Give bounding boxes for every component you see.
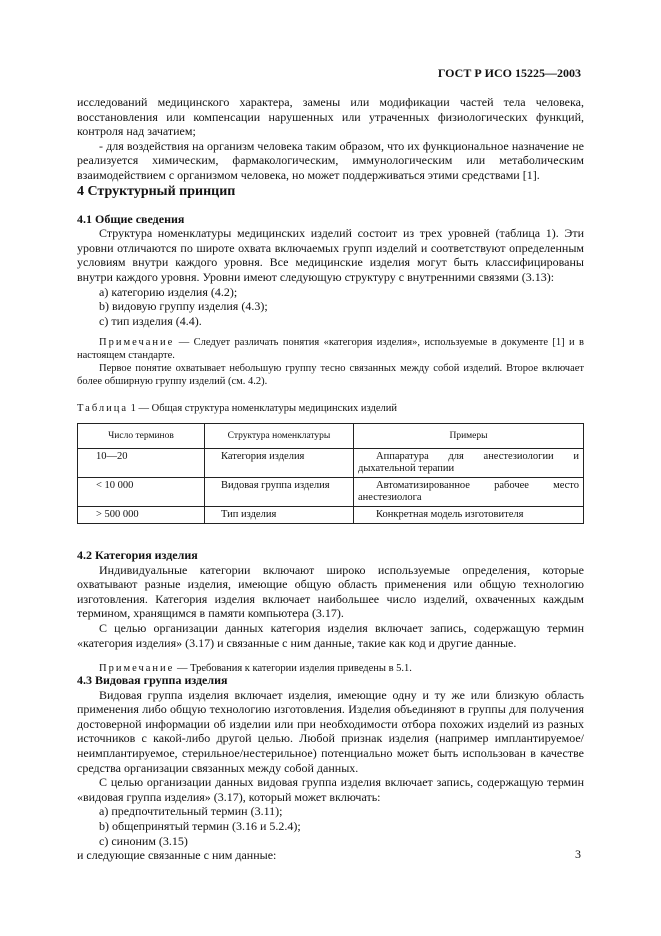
section-4-2-title: 4.2 Категория изделия <box>77 548 198 562</box>
section-4-2-paragraph-2: С целью организации данных категория изделия включает запись, содержащую термин «категория изделия» (3.17) и связанные с ним данные, такие как код и другие данные. <box>77 620 584 650</box>
list-item: c) синоним (3.15) <box>99 833 188 848</box>
intro-block <box>77 95 584 183</box>
column-header: Число терминов <box>78 424 205 449</box>
table-caption-label: Таблица <box>77 403 129 414</box>
section-4-1-title: 4.1 Общие сведения <box>77 211 185 226</box>
table-row <box>78 449 584 478</box>
section-4-2-paragraph-1: Индивидуальные категории включают широко используемые определения, которые охватывают разные изделия, имеющие общую область применения или общую технологию изготовления. Категория изделия включает наибольшее число изделий, охваченных каждым термином, хранящимся в памяти компьютера (3.17). <box>77 562 584 621</box>
column-header: Примеры <box>354 424 584 449</box>
table-cell: Тип изделия <box>205 507 354 524</box>
list-item: c) тип изделия (4.4). <box>99 313 202 328</box>
list-item: а) предпочтительный термин (3.11); <box>99 804 283 819</box>
document-id: ГОСТ Р ИСО 15225—2003 <box>437 66 581 80</box>
table-1-block <box>77 402 584 524</box>
note-label: Примечание <box>99 337 175 349</box>
table-cell: 10—20 <box>78 449 205 478</box>
note-1 <box>77 336 584 362</box>
table-cell: > 500 000 <box>78 507 205 524</box>
table-cell: < 10 000 <box>78 478 205 507</box>
section-4-1-paragraph: Структура номенклатуры медицинских изделий состоит из трех уровней (таблица 1). Эти уровни отличаются по широте охвата включаемых групп изделий и соответствуют определенным условиям внутри каждого уровня. Все медицинские изделия могут быть классифицированы внутри каждого уровня. Уровни имеют следующую структуру с внутренними связями (3.13): <box>77 226 584 284</box>
section-4-title: 4 Структурный принцип <box>77 184 236 199</box>
nomenclature-table <box>77 423 584 524</box>
intro-paragraph-1: исследований медицинского характера, замены или модификации частей тела человека, восстановления или компенсации нарушенных или утраченных физиологических функций, контроля над зачатием; <box>77 95 584 139</box>
list-item: b) общепринятый термин (3.16 и 5.2.4); <box>99 818 301 833</box>
note-text: — Требования к категории изделия приведены в 5.1. <box>174 663 412 675</box>
intro-paragraph-2: - для воздействия на организм человека таким образом, что их функциональное назначение не реализуется химическим, фармакологическим, иммунологическим или метаболическим взаимодействием с организмом человека, но может поддерживаться этими средствами [1]. <box>77 138 584 182</box>
table-row <box>78 507 584 524</box>
table-row <box>78 478 584 507</box>
section-4-2 <box>77 548 584 675</box>
column-header: Структура номенклатуры <box>205 424 354 449</box>
section-4-3-paragraph-2: С целью организации данных видовая группа изделия включает запись, содержащую термин «видовая группа изделия» (3.17), который может включать: <box>77 775 584 804</box>
list-item: b) видовую группу изделия (4.3); <box>99 299 268 314</box>
table-header-row <box>78 424 584 449</box>
section-4-3-paragraph-3: и следующие связанные с ним данные: <box>77 848 277 863</box>
note-1-paragraph-2: Первое понятие охватывает небольшую группу тесно связанных между собой изделий. Второе включает более обширную группу изделий (см. 4.2). <box>77 363 584 388</box>
section-4-3 <box>77 673 584 863</box>
table-cell: Аппаратура для анестезиологии и дыхательной терапии <box>354 449 584 478</box>
note-label: Примечание <box>99 663 175 675</box>
table-cell: Конкретная модель изготовителя <box>354 507 584 524</box>
table-caption-text: 1 — Общая структура номенклатуры медицинских изделий <box>128 403 397 414</box>
page-number: 3 <box>575 847 581 861</box>
section-4-3-title: 4.3 Видовая группа изделия <box>77 673 228 687</box>
section-4-3-paragraph-1: Видовая группа изделия включает изделия, имеющие одну и ту же или близкую область применения либо общую технологию изготовления. Изделия объединяют в группы для получения достоверной информации об изделии или при необходимости отбора похожих изделий из разных источников с какой-либо другой целью. Любой признак изделия (например имплантируемое/неимплантируемое, стерильное/нестерильное) потенциально может быть использован в качестве средства организации связанных между собой данных. <box>77 687 584 775</box>
table-caption <box>77 402 584 415</box>
list-item: а) категорию изделия (4.2); <box>99 284 238 299</box>
table-cell: Видовая группа изделия <box>205 478 354 507</box>
table-cell: Автоматизированное рабочее место анестезиолога <box>354 478 584 507</box>
table-cell: Категория изделия <box>205 449 354 478</box>
note-text: — Следует различать понятия «категория изделия», используемые в документе [1] и в настоящем стандарте. <box>77 337 584 362</box>
section-4 <box>77 185 584 388</box>
